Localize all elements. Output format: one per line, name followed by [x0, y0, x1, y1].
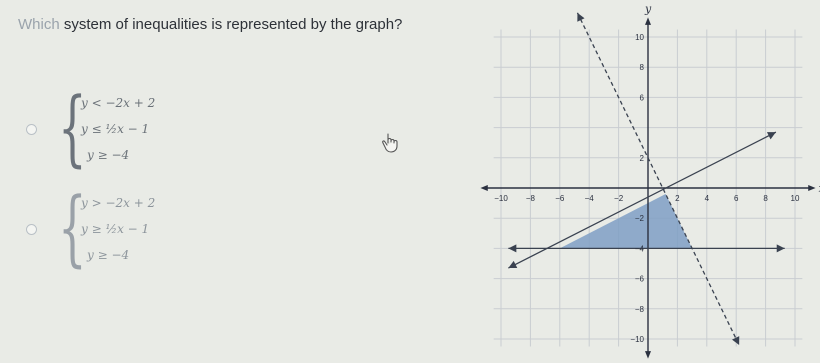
x-tick-label: −8 [525, 194, 535, 203]
inequality-list [81, 190, 155, 268]
answer-choice-a[interactable] [26, 81, 156, 176]
y-tick-label: 2 [639, 153, 644, 163]
inequality-graph [481, 2, 811, 348]
x-tick-label: −2 [614, 194, 624, 203]
question-text [18, 16, 402, 33]
x-axis-arrow-icon [480, 185, 487, 191]
inequality-list [81, 90, 155, 168]
inequality-3: y ≥ −4 [87, 148, 130, 162]
x-tick-label: 4 [704, 194, 710, 203]
line-arrow-icon [508, 244, 516, 252]
brace-icon: { [57, 181, 87, 276]
y-tick-label: −6 [634, 274, 644, 284]
x-tick-label: 8 [763, 194, 768, 203]
inequality-2: y ≤ ½x − 1 [81, 122, 150, 136]
hand-cursor-icon [382, 132, 402, 154]
y-tick-label: −10 [630, 335, 644, 344]
radio-button-a[interactable] [26, 124, 37, 135]
brace-icon: { [57, 81, 87, 176]
inequality-2: y ≥ ½x − 1 [81, 222, 150, 236]
y-axis-arrow-icon [645, 351, 651, 359]
y-tick-label: −4 [634, 244, 644, 254]
y-axis-arrow-icon [645, 17, 651, 25]
y-axis-label: y [645, 2, 652, 16]
inequality-1: y > −2x + 2 [81, 196, 156, 210]
line-arrow-icon [777, 244, 785, 252]
x-tick-label: −6 [555, 194, 565, 203]
graph-lines [508, 13, 784, 345]
y-tick-label: −2 [634, 214, 644, 224]
y-tick-label: 10 [635, 33, 644, 42]
question-body: system of inequalities is represented by the graph? [59, 16, 403, 33]
shaded-region [560, 194, 692, 248]
x-tick-label: 6 [733, 194, 739, 203]
answer-choice-b[interactable] [26, 181, 156, 276]
line-y-neg2x-plus-2 [577, 13, 739, 345]
x-tick-label: 2 [675, 194, 680, 203]
inequality-3: y ≥ −4 [87, 248, 130, 262]
y-tick-label: 8 [639, 63, 644, 73]
x-tick-label: −4 [584, 194, 594, 203]
x-axis-arrow-icon [808, 185, 815, 191]
x-tick-label: −10 [494, 194, 508, 203]
line-arrow-icon [732, 336, 739, 345]
question-prefix: Which [18, 16, 60, 33]
inequality-1: y < −2x + 2 [81, 96, 156, 110]
y-tick-label: −8 [634, 304, 644, 314]
radio-button-b[interactable] [26, 224, 37, 235]
x-tick-label: 10 [790, 194, 800, 203]
y-tick-label: 6 [639, 93, 644, 103]
